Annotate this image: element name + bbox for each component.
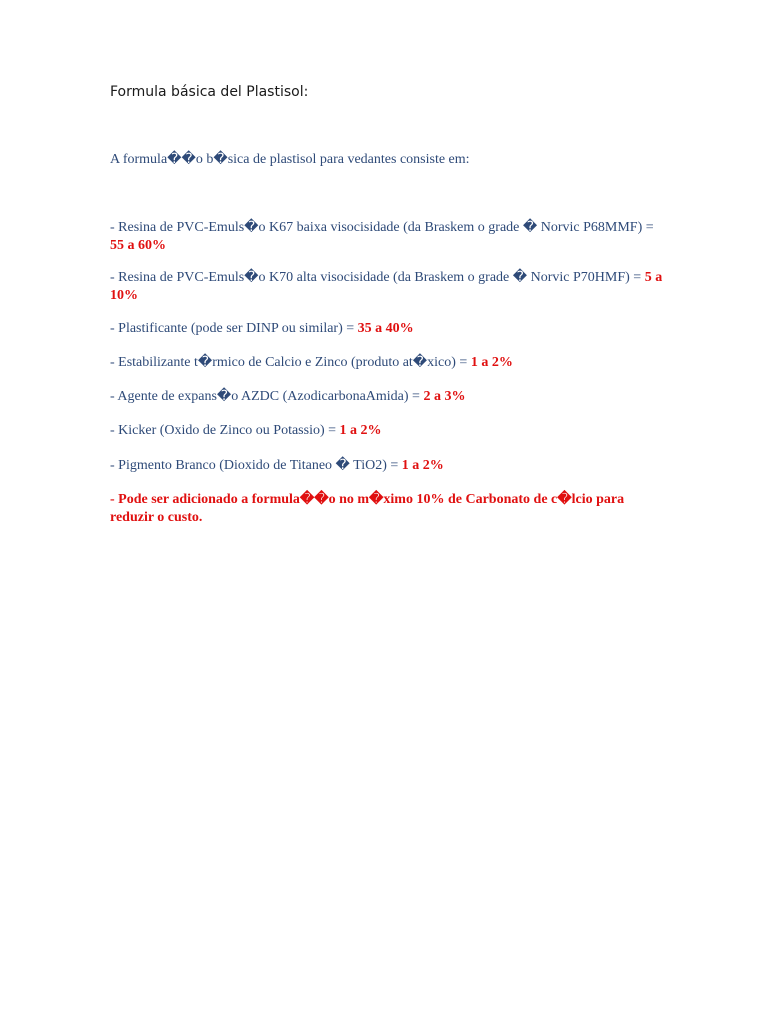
ingredient-value: 2 a 3% (423, 389, 466, 404)
cost-note: - Pode ser adicionado a formula��o no m�ximo 10% de Carbonato de c�lcio para reduzir o custo. (110, 492, 625, 525)
ingredient-item (110, 388, 670, 406)
ingredient-text: - Pigmento Branco (Dioxido de Titaneo � TiO2) = (110, 458, 402, 473)
ingredient-text: - Agente de expans�o AZDC (AzodicarbonaAmida) = (110, 389, 424, 404)
ingredient-value: 55 a 60% (110, 238, 166, 253)
ingredient-value: 5 a 10% (110, 270, 663, 303)
ingredient-item (110, 422, 670, 440)
ingredient-item (110, 457, 670, 475)
ingredient-text: - Kicker (Oxido de Zinco ou Potassio) = (110, 423, 340, 438)
intro-paragraph: A formula��o b�sica de plastisol para vedantes consiste em: (110, 152, 470, 167)
ingredient-value: 1 a 2% (470, 355, 513, 370)
ingredient-text: - Resina de PVC-Emuls�o K67 baixa visocisidade (da Braskem o grade � Norvic P68MMF) = (110, 220, 654, 235)
ingredient-text: - Estabilizante t�rmico de Calcio e Zinco (produto at�xico) = (110, 355, 471, 370)
ingredient-item (110, 219, 670, 255)
ingredient-value: 1 a 2% (401, 458, 444, 473)
ingredient-value: 1 a 2% (339, 423, 382, 438)
ingredient-item (110, 320, 670, 338)
ingredient-item (110, 354, 670, 372)
ingredient-text: - Plastificante (pode ser DINP ou similar) = (110, 321, 358, 336)
ingredient-value: 35 a 40% (357, 321, 414, 336)
ingredient-text: - Resina de PVC-Emuls�o K70 alta visocisidade (da Braskem o grade � Norvic P70HMF) = (110, 270, 645, 285)
document-heading: Formula básica del Plastisol: (110, 84, 309, 100)
ingredient-item (110, 269, 670, 305)
